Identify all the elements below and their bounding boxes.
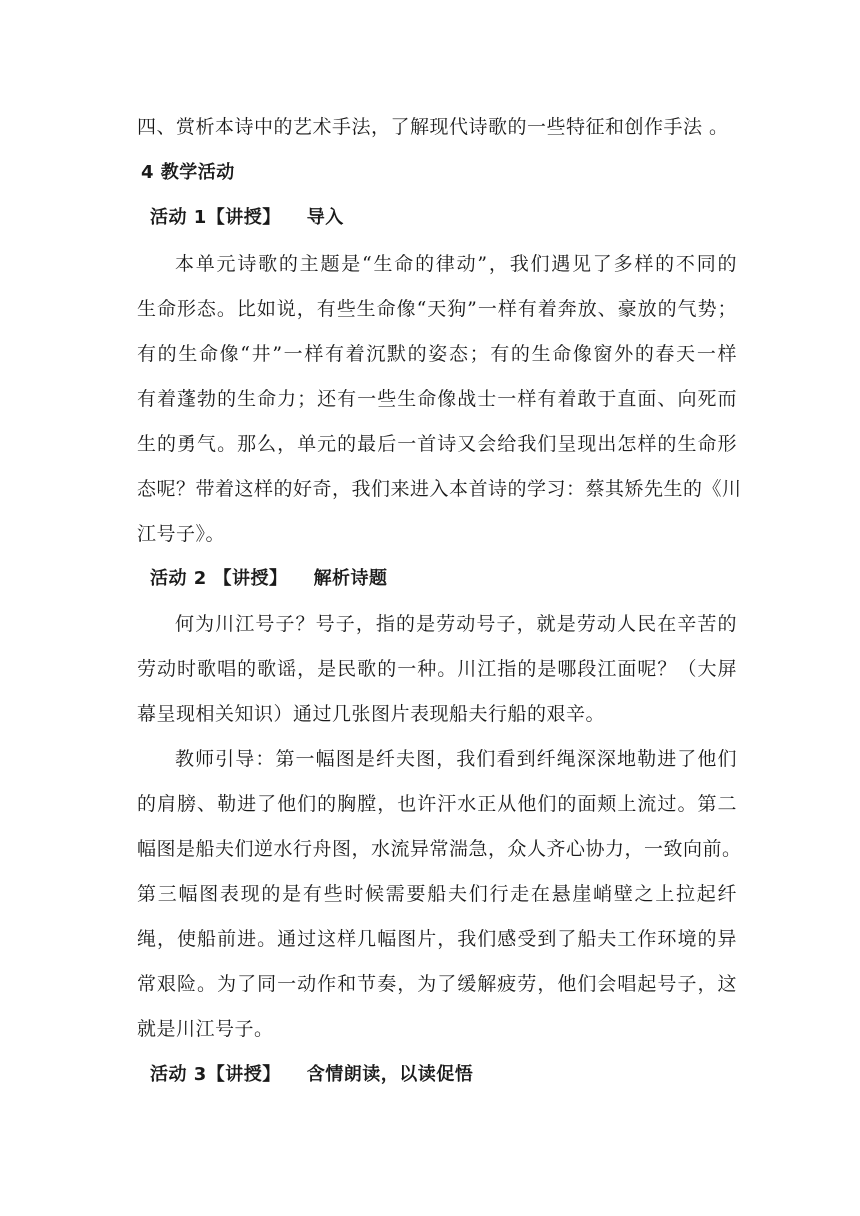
paragraph-line: 何为川江号子？号子，指的是劳动号子，就是劳动人民在辛苦的	[175, 613, 737, 635]
paragraph-line: 就是川江号子。	[137, 1018, 274, 1040]
paragraph-line: 第三幅图表现的是有些时候需要船夫们行走在悬崖峭壁之上拉起纤	[137, 883, 737, 905]
activity-3-topic: 含情朗读，以读促悟	[306, 1064, 474, 1085]
paragraph-line: 教师引导：第一幅图是纤夫图，我们看到纤绳深深地勒进了他们	[175, 748, 737, 770]
activity-1-topic: 导入	[306, 207, 344, 228]
paragraph-line: 劳动时歌唱的歌谣，是民歌的一种。川江指的是哪段江面呢？（大屏	[137, 658, 737, 680]
paragraph-line: 本单元诗歌的主题是“生命的律动”，我们遇见了多样的不同的	[175, 253, 737, 275]
objective-4: 四、赏析本诗中的艺术手法，了解现代诗歌的一些特征和创作手法 。	[137, 116, 729, 138]
section-title: 4 教学活动	[141, 162, 235, 183]
paragraph-line: 的肩膀、勒进了他们的胸膛，也许汗水正从他们的面颊上流过。第二	[137, 793, 737, 815]
activity-3-heading	[150, 1063, 750, 1087]
paragraph-line: 江号子》。	[137, 523, 226, 545]
paragraph-line: 幕呈现相关知识）通过几张图片表现船夫行船的艰辛。	[137, 703, 606, 725]
activity-3-label: 活动 3【讲授】	[150, 1064, 281, 1085]
activity-2-topic: 解析诗题	[313, 568, 388, 589]
paragraph-line: 有的生命像“井”一样有着沉默的姿态；有的生命像窗外的春天一样	[137, 343, 737, 365]
paragraph-line: 生命形态。比如说，有些生命像“天狗”一样有着奔放、豪放的气势；	[137, 298, 737, 320]
paragraph-line: 绳，使船前进。通过这样几幅图片，我们感受到了船夫工作环境的异	[137, 928, 737, 950]
activity-2-heading	[150, 567, 750, 591]
activity-2-label: 活动 2 【讲授】	[150, 568, 288, 589]
paragraph-line: 生的勇气。那么，单元的最后一首诗又会给我们呈现出怎样的生命形	[137, 433, 737, 455]
activity-1-label: 活动 1【讲授】	[150, 207, 281, 228]
activity-1-heading	[150, 206, 750, 230]
paragraph-line: 幅图是船夫们逆水行舟图，水流异常湍急，众人齐心协力，一致向前。	[137, 838, 742, 860]
paragraph-line: 态呢？带着这样的好奇，我们来进入本首诗的学习：蔡其矫先生的《川	[137, 478, 742, 500]
paragraph-line: 有着蓬勃的生命力；还有一些生命像战士一样有着敢于直面、向死而	[137, 388, 737, 410]
paragraph-line: 常艰险。为了同一动作和节奏，为了缓解疲劳，他们会唱起号子，这	[137, 973, 737, 995]
